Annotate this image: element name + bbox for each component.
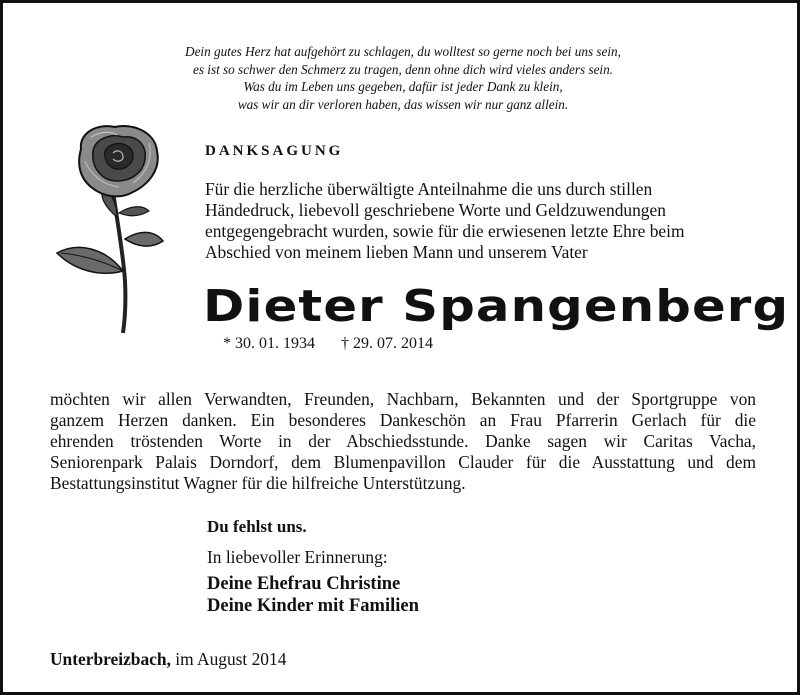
intro-text	[205, 179, 765, 263]
deceased-name: Dieter Spangenberg	[203, 281, 790, 332]
thanks-line: Bestattungsinstitut Wagner für die hilfreiche Unterstützung.	[50, 473, 466, 493]
intro-line: entgegengebracht wurden, sowie für die erwiesenen letzte Ehre beim	[205, 221, 685, 241]
thanks-text	[50, 389, 756, 494]
thanks-line: möchten wir allen Verwandten, Freunden, Nachbarn, Bekannten und der Sportgruppe von	[50, 389, 756, 409]
signers	[207, 573, 419, 617]
memory-line: In liebevoller Erinnerung:	[207, 547, 388, 567]
thanks-line: ganzem Herzen danken. Ein besonderes Dankeschön an Frau Pfarrerin Gerlach für die	[50, 410, 756, 430]
death-date: † 29. 07. 2014	[341, 335, 433, 352]
missing-line: Du fehlst uns.	[207, 517, 307, 536]
poem-line: Was du im Leben uns gegeben, dafür ist jeder Dank zu klein,	[243, 79, 563, 94]
intro-line: Händedruck, liebevoll geschriebene Worte und Geldzuwendungen	[205, 200, 666, 220]
place-name: Unterbreizbach,	[50, 649, 171, 669]
rose-icon	[51, 121, 181, 336]
poem-line: Dein gutes Herz hat aufgehört zu schlagen, du wolltest so gerne noch bei uns sein,	[185, 44, 621, 59]
poem	[63, 43, 743, 113]
heading: DANKSAGUNG	[205, 143, 344, 159]
thanks-line: Seniorenpark Palais Dorndorf, dem Blumenpavillon Clauder für die Ausstattung und dem	[50, 452, 756, 472]
life-dates	[223, 335, 433, 353]
birth-date: * 30. 01. 1934	[223, 335, 315, 352]
thanks-line: ehrenden tröstenden Worte in der Abschiedsstunde. Danke sagen wir Caritas Vacha,	[50, 431, 756, 451]
signer: Deine Kinder mit Familien	[207, 596, 419, 616]
date-line: im August 2014	[170, 649, 287, 669]
intro-line: Abschied von meinem lieben Mann und unserem Vater	[205, 242, 588, 262]
poem-line: was wir an dir verloren haben, das wissen wir nur ganz allein.	[237, 96, 569, 112]
intro-line: Für die herzliche überwältigte Anteilnahme die uns durch stillen	[205, 179, 653, 199]
place-date	[50, 649, 286, 670]
signer: Deine Ehefrau Christine	[207, 574, 401, 594]
poem-line: es ist so schwer den Schmerz zu tragen, denn ohne dich wird vieles anders sein.	[193, 61, 613, 77]
